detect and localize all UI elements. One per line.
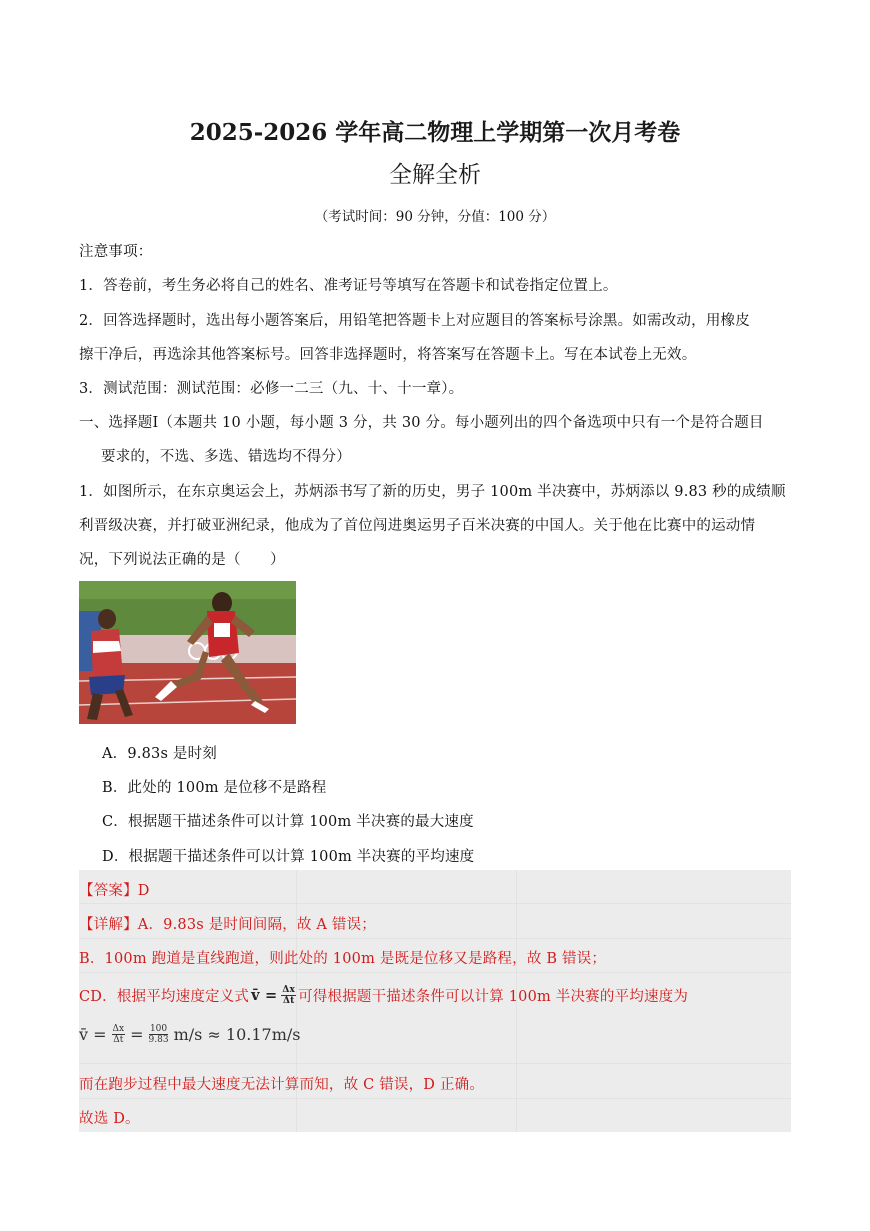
- answer-grid-line: [79, 903, 791, 904]
- detail-cd-suffix: 可得根据题干描述条件可以计算 100m 半决赛的平均速度为: [298, 989, 689, 1005]
- calc-fraction-1-numerator: Δx: [112, 1024, 125, 1034]
- final-answer: 故选 D。: [79, 1111, 140, 1127]
- definition-formula-denominator: Δt: [282, 996, 295, 1006]
- average-speed-calculation: [79, 1024, 301, 1045]
- section-heading-line-1: 一、选择题Ⅰ（本题共 10 小题，每小题 3 分，共 30 分。每小题列出的四个备选项中只有一个是符合题目: [79, 415, 764, 431]
- sprinter-illustration: [79, 581, 296, 724]
- option-b: B．此处的 100m 是位移不是路程: [102, 780, 327, 796]
- sprinter-photo: [79, 581, 296, 724]
- answer-grid-line: [79, 938, 791, 939]
- detail-cd: [79, 985, 688, 1006]
- answer-grid-line: [79, 972, 791, 973]
- calc-fraction-1-denominator: Δt: [113, 1035, 124, 1045]
- notice-item-3: 3．测试范围：测试范围：必修一二三（九、十、十一章）。: [79, 381, 464, 397]
- detail-a: 【详解】A．9.83s 是时间间隔，故 A 错误；: [79, 917, 376, 933]
- calc-equals: =: [130, 1025, 144, 1044]
- page-title: 2025-2026 学年高二物理上学期第一次月考卷: [189, 119, 681, 146]
- section-heading-line-2: 要求的，不选、多选、错选均不得分）: [101, 449, 351, 465]
- conclusion: 而在跑步过程中最大速度无法计算而知，故 C 错误，D 正确。: [79, 1077, 485, 1093]
- detail-cd-prefix: CD．根据平均速度定义式: [79, 989, 250, 1005]
- notice-item-2-line-2: 擦干净后，再选涂其他答案标号。回答非选择题时，将答案写在答题卡上。写在本试卷上无效。: [79, 347, 697, 363]
- calc-fraction-1: [112, 1024, 126, 1045]
- detail-b: B．100m 跑道是直线跑道，则此处的 100m 是既是位移又是路程，故 B 错误；: [79, 951, 607, 967]
- notice-heading: 注意事项：: [79, 244, 153, 260]
- option-a: A．9.83s 是时刻: [102, 746, 218, 762]
- question-1-line-2: 利晋级决赛，并打破亚洲纪录，他成为了首位闯进奥运男子百米决赛的中国人。关于他在比赛中的运动情: [79, 518, 756, 534]
- definition-formula-lhs: v̄ =: [251, 987, 278, 1004]
- exam-info: （考试时间：90 分钟，分值：100 分）: [314, 209, 556, 225]
- notice-item-2-line-1: 2．回答选择题时，选出每小题答案后，用铅笔把答题卡上对应题目的答案标号涂黑。如需改动，用橡皮: [79, 313, 750, 329]
- calc-lhs: v̄ =: [79, 1025, 107, 1044]
- definition-formula-fraction: [281, 985, 296, 1006]
- calc-unit-result: m/s ≈ 10.17m/s: [173, 1025, 301, 1044]
- option-c: C．根据题干描述条件可以计算 100m 半决赛的最大速度: [102, 814, 474, 830]
- notice-item-1: 1．答卷前，考生务必将自己的姓名、准考证号等填写在答题卡和试卷指定位置上。: [79, 278, 618, 294]
- answer-line: 【答案】D: [79, 883, 150, 899]
- question-1-line-1: 1．如图所示，在东京奥运会上，苏炳添书写了新的历史，男子 100m 半决赛中，苏炳添以 9.83 秒的成绩顺: [79, 484, 786, 500]
- definition-formula-numerator: Δx: [282, 985, 296, 995]
- answer-grid-line: [79, 1063, 791, 1064]
- calc-fraction-2-denominator: 9.83: [148, 1035, 169, 1045]
- page-subtitle: 全解全析: [389, 162, 481, 188]
- question-1-line-3: 况，下列说法正确的是（ ）: [79, 552, 285, 568]
- option-d: D．根据题干描述条件可以计算 100m 半决赛的平均速度: [102, 849, 475, 865]
- calc-fraction-2-numerator: 100: [149, 1024, 168, 1034]
- calc-fraction-2: [149, 1024, 169, 1045]
- answer-grid-line: [79, 1098, 791, 1099]
